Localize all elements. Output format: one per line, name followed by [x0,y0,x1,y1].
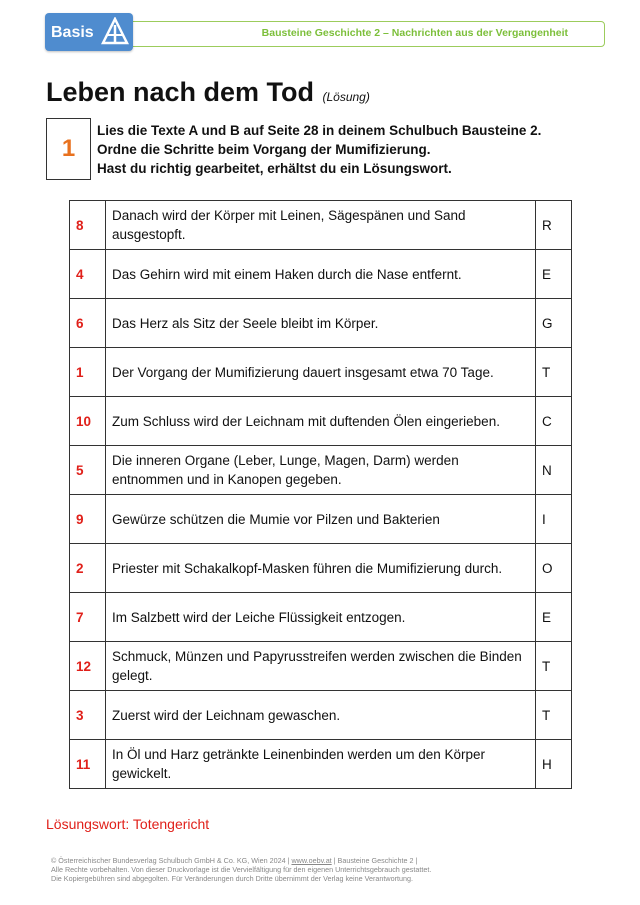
table-row [70,446,572,495]
mummification-steps-table [69,200,572,789]
footer-suffix: | Bausteine Geschichte 2 | [331,856,418,865]
step-letter: E [536,250,572,299]
task-instructions [97,121,541,178]
series-title: Bausteine Geschichte 2 – Nachrichten aus der Vergangenheit [261,27,568,39]
step-letter: T [536,642,572,691]
step-letter: T [536,348,572,397]
table-row [70,593,572,642]
step-text: Danach wird der Körper mit Leinen, Sägespänen und Sand ausgestopft. [106,201,536,250]
title-main: Leben nach dem Tod [46,77,315,107]
publisher-link[interactable]: www.oebv.at [291,856,332,865]
logo-text: Basis [51,24,94,41]
step-number: 11 [70,740,106,789]
footer-prefix: © Österreichischer Bundesverlag Schulbuch GmbH & Co. KG, Wien 2024 | [51,856,292,865]
step-text: Priester mit Schakalkopf-Masken führen die Mumifizierung durch. [106,544,536,593]
step-number: 2 [70,544,106,593]
table-row [70,544,572,593]
step-letter: G [536,299,572,348]
table-row [70,397,572,446]
step-number: 10 [70,397,106,446]
task-line: Hast du richtig gearbeitet, erhältst du ein Lösungswort. [97,161,452,176]
task-number: 1 [61,135,76,162]
step-number: 3 [70,691,106,740]
table-row [70,642,572,691]
task-line: Ordne die Schritte beim Vorgang der Mumifizierung. [97,142,431,157]
step-text: In Öl und Harz getränkte Leinenbinden werden um den Körper gewickelt. [106,740,536,789]
step-text: Die inneren Organe (Leber, Lunge, Magen, Darm) werden entnommen und in Kanopen gegeben. [106,446,536,495]
step-number: 1 [70,348,106,397]
step-letter: N [536,446,572,495]
table-row [70,691,572,740]
step-text: Das Herz als Sitz der Seele bleibt im Körper. [106,299,536,348]
table-row [70,495,572,544]
step-number: 5 [70,446,106,495]
step-letter: C [536,397,572,446]
step-number: 4 [70,250,106,299]
footer-line-3: Die Kopiergebühren sind abgegolten. Für Veränderungen durch Dritte übernimmt der Verlag keine Verantwortung. [51,874,413,883]
step-letter: I [536,495,572,544]
step-letter: H [536,740,572,789]
solution-word: Lösungswort: Totengericht [46,816,210,832]
table-row [70,250,572,299]
step-text: Zuerst wird der Leichnam gewaschen. [106,691,536,740]
step-letter: R [536,201,572,250]
step-number: 9 [70,495,106,544]
task-line: Lies die Texte A und B auf Seite 28 in deinem Schulbuch Bausteine 2. [97,123,542,138]
step-text: Zum Schluss wird der Leichnam mit duftenden Ölen eingerieben. [106,397,536,446]
step-text: Im Salzbett wird der Leiche Flüssigkeit entzogen. [106,593,536,642]
title-sub: (Lösung) [322,90,370,104]
task-number-box [46,118,91,180]
step-number: 7 [70,593,106,642]
step-text: Das Gehirn wird mit einem Haken durch die Nase entfernt. [106,250,536,299]
footer-line-1 [51,856,431,865]
triangle-logo-icon [101,17,129,47]
table-row [70,201,572,250]
copyright-footer [51,856,431,883]
table-row [70,299,572,348]
table-row [70,740,572,789]
step-letter: T [536,691,572,740]
step-text: Gewürze schützen die Mumie vor Pilzen und Bakterien [106,495,536,544]
page-title [46,77,370,108]
footer-line-2: Alle Rechte vorbehalten. Von dieser Druckvorlage ist die Vervielfältigung für den eigenen Unterrichtsgebrauch gestattet. [51,865,432,874]
table-row [70,348,572,397]
step-number: 6 [70,299,106,348]
step-letter: E [536,593,572,642]
step-text: Schmuck, Münzen und Papyrusstreifen werden zwischen die Binden gelegt. [106,642,536,691]
step-number: 12 [70,642,106,691]
step-letter: O [536,544,572,593]
step-text: Der Vorgang der Mumifizierung dauert insgesamt etwa 70 Tage. [106,348,536,397]
step-number: 8 [70,201,106,250]
basis-logo [45,13,133,51]
